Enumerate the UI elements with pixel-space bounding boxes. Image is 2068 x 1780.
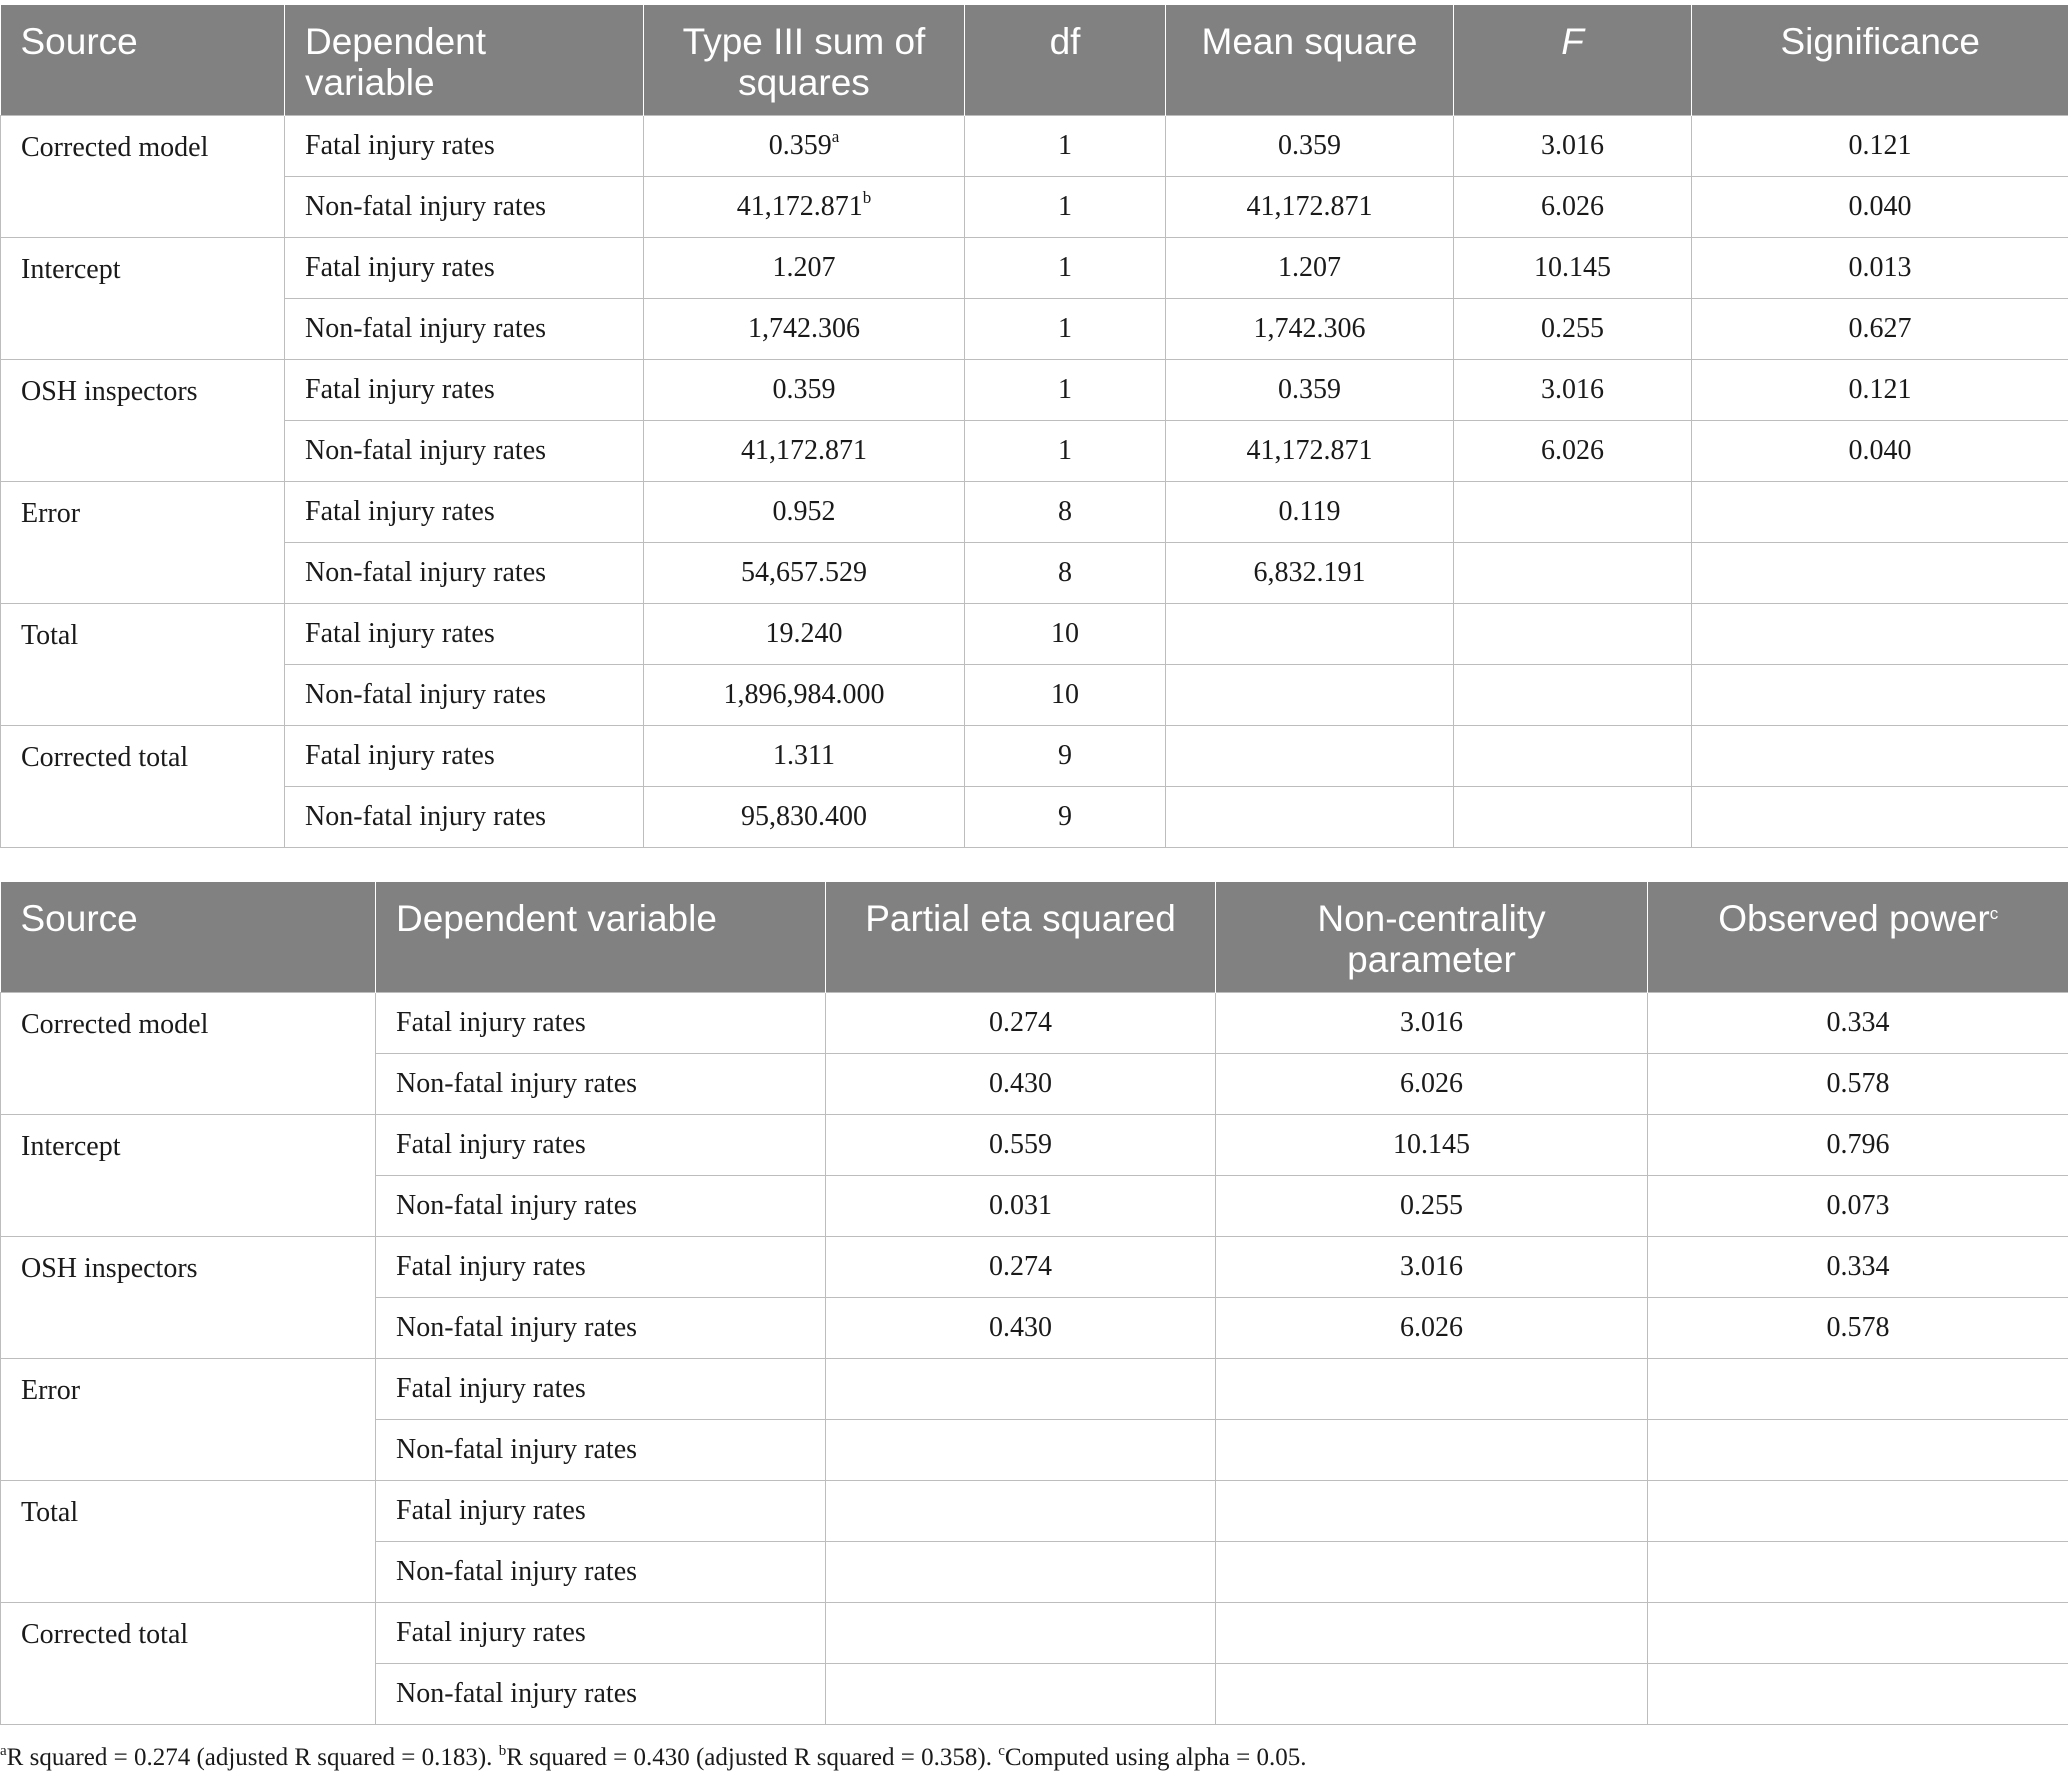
significance-cell [1692, 543, 2068, 604]
dependent-variable-cell [376, 1054, 826, 1115]
df-value: 1 [1058, 130, 1072, 161]
header-significance: Significance [1692, 5, 2068, 116]
dependent-variable-value: Non-fatal injury rates [305, 435, 547, 466]
partial-eta-squared-value: 0.430 [989, 1068, 1052, 1099]
partial-eta-squared-value: 0.430 [989, 1312, 1052, 1343]
mean-square-cell [1166, 787, 1454, 848]
significance-cell [1692, 360, 2068, 421]
df-value: 1 [1058, 313, 1072, 344]
mean-square-value: 0.359 [1278, 374, 1341, 405]
partial-eta-squared-cell [826, 1603, 1216, 1664]
non-centrality-parameter-value: 3.016 [1400, 1251, 1463, 1282]
dependent-variable-cell [376, 1237, 826, 1298]
dependent-variable-cell [285, 299, 644, 360]
f-statistic-cell [1454, 604, 1692, 665]
dependent-variable-value: Fatal injury rates [305, 374, 495, 405]
significance-value: 0.121 [1848, 130, 1912, 161]
table-row [1, 665, 2068, 726]
sum-of-squares-value: 19.240 [765, 618, 843, 649]
header-f: F [1454, 5, 1692, 116]
source-cell: Corrected total [1, 1603, 376, 1725]
df-cell [965, 360, 1166, 421]
non-centrality-parameter-cell [1216, 1603, 1648, 1664]
table-row [1, 1481, 2068, 1542]
table-row [1, 1115, 2068, 1176]
non-centrality-parameter-value: 0.255 [1400, 1190, 1463, 1221]
partial-eta-squared-cell [826, 1115, 1216, 1176]
effect-size-table [0, 882, 2068, 1725]
f-statistic-cell [1454, 238, 1692, 299]
non-centrality-parameter-cell [1216, 1298, 1648, 1359]
partial-eta-squared-cell [826, 1298, 1216, 1359]
dependent-variable-cell [285, 787, 644, 848]
footnote-mark-a: a [0, 1743, 7, 1759]
footnote-mark-b: b [498, 1743, 507, 1759]
sum-of-squares-cell [644, 787, 965, 848]
f-statistic-cell [1454, 665, 1692, 726]
sum-of-squares-cell [644, 360, 965, 421]
mean-square-cell [1166, 177, 1454, 238]
partial-eta-squared-cell [826, 1054, 1216, 1115]
dependent-variable-cell [376, 993, 826, 1054]
df-cell [965, 299, 1166, 360]
df-cell [965, 787, 1166, 848]
dependent-variable-value: Fatal injury rates [396, 1617, 586, 1648]
anova-table-body [1, 116, 2068, 848]
non-centrality-parameter-value: 6.026 [1400, 1068, 1463, 1099]
mean-square-cell [1166, 543, 1454, 604]
significance-cell [1692, 787, 2068, 848]
table-row [1, 1359, 2068, 1420]
header-source: Source [1, 882, 376, 993]
dependent-variable-cell [376, 1420, 826, 1481]
df-value: 9 [1058, 740, 1072, 771]
dependent-variable-value: Non-fatal injury rates [305, 191, 547, 222]
sum-of-squares-value: 41,172.871 [741, 435, 867, 466]
sum-of-squares-value: 54,657.529 [741, 557, 867, 588]
sum-of-squares-value: 1,742.306 [748, 313, 860, 344]
effect-size-table-body [1, 993, 2068, 1725]
dependent-variable-value: Non-fatal injury rates [305, 801, 547, 832]
mean-square-value: 41,172.871 [1246, 435, 1373, 466]
observed-power-value: 0.334 [1826, 1007, 1890, 1038]
dependent-variable-value: Fatal injury rates [305, 130, 495, 161]
df-cell [965, 421, 1166, 482]
dependent-variable-cell [285, 665, 644, 726]
significance-cell [1692, 116, 2068, 177]
footnote-marker: b [862, 188, 872, 207]
mean-square-cell [1166, 116, 1454, 177]
mean-square-cell [1166, 238, 1454, 299]
mean-square-cell [1166, 482, 1454, 543]
footnote-b: R squared = 0.430 (adjusted R squared = 0.358). [506, 1744, 999, 1771]
observed-power-cell [1648, 1664, 2068, 1725]
sum-of-squares-value: 1.207 [772, 252, 836, 283]
significance-cell [1692, 665, 2068, 726]
f-statistic-cell [1454, 299, 1692, 360]
sum-of-squares-cell [644, 604, 965, 665]
dependent-variable-cell [285, 482, 644, 543]
table-row [1, 1603, 2068, 1664]
partial-eta-squared-cell [826, 1542, 1216, 1603]
observed-power-value: 0.796 [1826, 1129, 1890, 1160]
significance-cell [1692, 482, 2068, 543]
partial-eta-squared-cell [826, 1176, 1216, 1237]
mean-square-value: 41,172.871 [1246, 191, 1373, 222]
dependent-variable-cell [285, 421, 644, 482]
f-statistic-value: 6.026 [1541, 191, 1604, 222]
dependent-variable-value: Fatal injury rates [305, 496, 495, 527]
partial-eta-squared-value: 0.031 [989, 1190, 1052, 1221]
significance-value: 0.121 [1848, 374, 1912, 405]
dependent-variable-value: Fatal injury rates [396, 1129, 586, 1160]
df-value: 1 [1058, 374, 1072, 405]
footnote-marker: a [831, 127, 840, 146]
significance-cell [1692, 299, 2068, 360]
table-row [1, 238, 2068, 299]
sum-of-squares-value: 95,830.400 [741, 801, 867, 832]
dependent-variable-cell [285, 604, 644, 665]
footnote-a: R squared = 0.274 (adjusted R squared = 0.183). [6, 1744, 499, 1771]
observed-power-cell [1648, 1359, 2068, 1420]
dependent-variable-cell [376, 1664, 826, 1725]
header-dependent-variable: Dependent variable [285, 5, 644, 116]
non-centrality-parameter-cell [1216, 1664, 1648, 1725]
dependent-variable-cell [376, 1176, 826, 1237]
dependent-variable-value: Non-fatal injury rates [396, 1312, 638, 1343]
df-value: 9 [1058, 801, 1072, 832]
dependent-variable-value: Fatal injury rates [396, 1007, 586, 1038]
df-value: 1 [1058, 252, 1072, 283]
mean-square-cell [1166, 726, 1454, 787]
df-value: 8 [1058, 557, 1072, 588]
df-value: 1 [1058, 191, 1072, 222]
non-centrality-parameter-cell [1216, 1115, 1648, 1176]
significance-cell [1692, 421, 2068, 482]
significance-value: 0.013 [1848, 252, 1912, 283]
observed-power-cell [1648, 1481, 2068, 1542]
df-cell [965, 238, 1166, 299]
mean-square-value: 1.207 [1278, 252, 1341, 283]
header-df: df [965, 5, 1166, 116]
observed-power-cell [1648, 1298, 2068, 1359]
table-row [1, 116, 2068, 177]
f-statistic-value: 0.255 [1541, 313, 1604, 344]
dependent-variable-cell [376, 1603, 826, 1664]
sum-of-squares-value: 0.952 [772, 496, 836, 527]
f-statistic-value: 10.145 [1534, 252, 1611, 283]
partial-eta-squared-cell [826, 1359, 1216, 1420]
df-value: 8 [1058, 496, 1072, 527]
table-row [1, 726, 2068, 787]
f-statistic-cell [1454, 116, 1692, 177]
non-centrality-parameter-cell [1216, 1359, 1648, 1420]
dependent-variable-value: Fatal injury rates [396, 1251, 586, 1282]
source-cell: OSH inspectors [1, 1237, 376, 1359]
dependent-variable-cell [376, 1359, 826, 1420]
df-cell [965, 726, 1166, 787]
df-value: 10 [1051, 679, 1079, 710]
mean-square-value: 0.359 [1278, 130, 1341, 161]
mean-square-value: 0.119 [1278, 496, 1341, 527]
non-centrality-parameter-cell [1216, 1542, 1648, 1603]
dependent-variable-value: Fatal injury rates [396, 1373, 586, 1404]
observed-power-value: 0.073 [1826, 1190, 1890, 1221]
partial-eta-squared-value: 0.559 [989, 1129, 1052, 1160]
sum-of-squares-value: 41,172.871 [736, 191, 863, 222]
footnote-mark-c: c [998, 1743, 1005, 1759]
header-partial-eta-squared: Partial eta squared [826, 882, 1216, 993]
sum-of-squares-cell [644, 665, 965, 726]
sum-of-squares-cell [644, 482, 965, 543]
f-statistic-cell [1454, 421, 1692, 482]
sum-of-squares-cell [644, 421, 965, 482]
f-statistic-value: 3.016 [1541, 374, 1604, 405]
non-centrality-parameter-value: 10.145 [1393, 1129, 1470, 1160]
sum-of-squares-cell [644, 238, 965, 299]
dependent-variable-cell [285, 116, 644, 177]
df-cell [965, 665, 1166, 726]
partial-eta-squared-cell [826, 1481, 1216, 1542]
partial-eta-squared-cell [826, 1664, 1216, 1725]
dependent-variable-value: Fatal injury rates [305, 252, 495, 283]
df-value: 10 [1051, 618, 1079, 649]
sum-of-squares-cell [644, 116, 965, 177]
mean-square-cell [1166, 665, 1454, 726]
significance-value: 0.040 [1848, 435, 1912, 466]
observed-power-cell [1648, 1054, 2068, 1115]
f-statistic-cell [1454, 360, 1692, 421]
significance-value: 0.040 [1848, 191, 1912, 222]
dependent-variable-value: Fatal injury rates [305, 740, 495, 771]
dependent-variable-cell [376, 1115, 826, 1176]
sum-of-squares-value: 0.359 [772, 374, 836, 405]
f-statistic-cell [1454, 482, 1692, 543]
dependent-variable-cell [285, 360, 644, 421]
source-cell: Intercept [1, 238, 285, 360]
table-row [1, 421, 2068, 482]
header-non-centrality-parameter: Non-centrality parameter [1216, 882, 1648, 993]
f-statistic-cell [1454, 177, 1692, 238]
significance-cell [1692, 177, 2068, 238]
table-row [1, 1237, 2068, 1298]
observed-power-cell [1648, 1176, 2068, 1237]
dependent-variable-value: Non-fatal injury rates [396, 1434, 638, 1465]
dependent-variable-value: Non-fatal injury rates [396, 1190, 638, 1221]
df-cell [965, 482, 1166, 543]
source-cell: Error [1, 482, 285, 604]
df-cell [965, 543, 1166, 604]
mean-square-cell [1166, 299, 1454, 360]
f-statistic-value: 6.026 [1541, 435, 1604, 466]
table-row [1, 482, 2068, 543]
source-cell: Total [1, 604, 285, 726]
table-row [1, 177, 2068, 238]
non-centrality-parameter-cell [1216, 1481, 1648, 1542]
partial-eta-squared-cell [826, 1237, 1216, 1298]
sum-of-squares-value: 1.311 [773, 740, 835, 771]
dependent-variable-cell [376, 1481, 826, 1542]
partial-eta-squared-value: 0.274 [989, 1007, 1052, 1038]
dependent-variable-cell [285, 726, 644, 787]
partial-eta-squared-value: 0.274 [989, 1251, 1052, 1282]
anova-table [0, 5, 2068, 848]
non-centrality-parameter-value: 3.016 [1400, 1007, 1463, 1038]
header-source: Source [1, 5, 285, 116]
header-observed-power: Observed power$^c$ [1648, 882, 2068, 993]
table-row [1, 787, 2068, 848]
significance-cell [1692, 726, 2068, 787]
header-mean-square: Mean square [1166, 5, 1454, 116]
table-row [1, 360, 2068, 421]
observed-power-cell [1648, 1237, 2068, 1298]
f-statistic-cell [1454, 787, 1692, 848]
observed-power-value: 0.334 [1826, 1251, 1890, 1282]
table-row [1, 604, 2068, 665]
sum-of-squares-cell [644, 543, 965, 604]
non-centrality-parameter-cell [1216, 1054, 1648, 1115]
footnote-c: Computed using alpha = 0.05. [1004, 1744, 1307, 1771]
mean-square-cell [1166, 421, 1454, 482]
dependent-variable-cell [285, 543, 644, 604]
mean-square-cell [1166, 360, 1454, 421]
source-cell: OSH inspectors [1, 360, 285, 482]
mean-square-value: 1,742.306 [1253, 313, 1366, 344]
dependent-variable-value: Non-fatal injury rates [305, 679, 547, 710]
source-cell: Corrected model [1, 116, 285, 238]
dependent-variable-cell [376, 1542, 826, 1603]
dependent-variable-value: Non-fatal injury rates [396, 1068, 638, 1099]
df-value: 1 [1058, 435, 1072, 466]
non-centrality-parameter-value: 6.026 [1400, 1312, 1463, 1343]
observed-power-cell [1648, 993, 2068, 1054]
df-cell [965, 116, 1166, 177]
significance-value: 0.627 [1848, 313, 1912, 344]
f-statistic-cell [1454, 543, 1692, 604]
dependent-variable-value: Non-fatal injury rates [396, 1678, 638, 1709]
df-cell [965, 604, 1166, 665]
f-statistic-cell [1454, 726, 1692, 787]
dependent-variable-cell [285, 238, 644, 299]
sum-of-squares-cell [644, 726, 965, 787]
source-cell: Corrected model [1, 993, 376, 1115]
dependent-variable-value: Fatal injury rates [396, 1495, 586, 1526]
table-row [1, 993, 2068, 1054]
dependent-variable-cell [285, 177, 644, 238]
observed-power-cell [1648, 1542, 2068, 1603]
source-cell: Total [1, 1481, 376, 1603]
f-statistic-value: 3.016 [1541, 130, 1604, 161]
sum-of-squares-cell [644, 299, 965, 360]
non-centrality-parameter-cell [1216, 993, 1648, 1054]
source-cell: Corrected total [1, 726, 285, 848]
source-cell: Error [1, 1359, 376, 1481]
sum-of-squares-value: 1,896,984.000 [723, 679, 885, 710]
partial-eta-squared-cell [826, 1420, 1216, 1481]
sum-of-squares-value: 0.359 [768, 130, 832, 161]
sum-of-squares-cell [644, 177, 965, 238]
dependent-variable-value: Non-fatal injury rates [396, 1556, 638, 1587]
significance-cell [1692, 604, 2068, 665]
partial-eta-squared-cell [826, 993, 1216, 1054]
dependent-variable-value: Non-fatal injury rates [305, 313, 547, 344]
table-row [1, 299, 2068, 360]
source-cell: Intercept [1, 1115, 376, 1237]
non-centrality-parameter-cell [1216, 1176, 1648, 1237]
header-sum-of-squares: Type III sum of squares [644, 5, 965, 116]
table-row [1, 543, 2068, 604]
table-footnotes [0, 1744, 2068, 1772]
header-dependent-variable: Dependent variable [376, 882, 826, 993]
df-cell [965, 177, 1166, 238]
mean-square-value: 6,832.191 [1253, 557, 1366, 588]
header-row [1, 882, 2068, 993]
header-row [1, 5, 2068, 116]
dependent-variable-value: Non-fatal injury rates [305, 557, 547, 588]
observed-power-value: 0.578 [1826, 1312, 1890, 1343]
dependent-variable-value: Fatal injury rates [305, 618, 495, 649]
observed-power-cell [1648, 1115, 2068, 1176]
observed-power-cell [1648, 1603, 2068, 1664]
mean-square-cell [1166, 604, 1454, 665]
dependent-variable-cell [376, 1298, 826, 1359]
significance-cell [1692, 238, 2068, 299]
non-centrality-parameter-cell [1216, 1420, 1648, 1481]
observed-power-cell [1648, 1420, 2068, 1481]
non-centrality-parameter-cell [1216, 1237, 1648, 1298]
observed-power-value: 0.578 [1826, 1068, 1890, 1099]
